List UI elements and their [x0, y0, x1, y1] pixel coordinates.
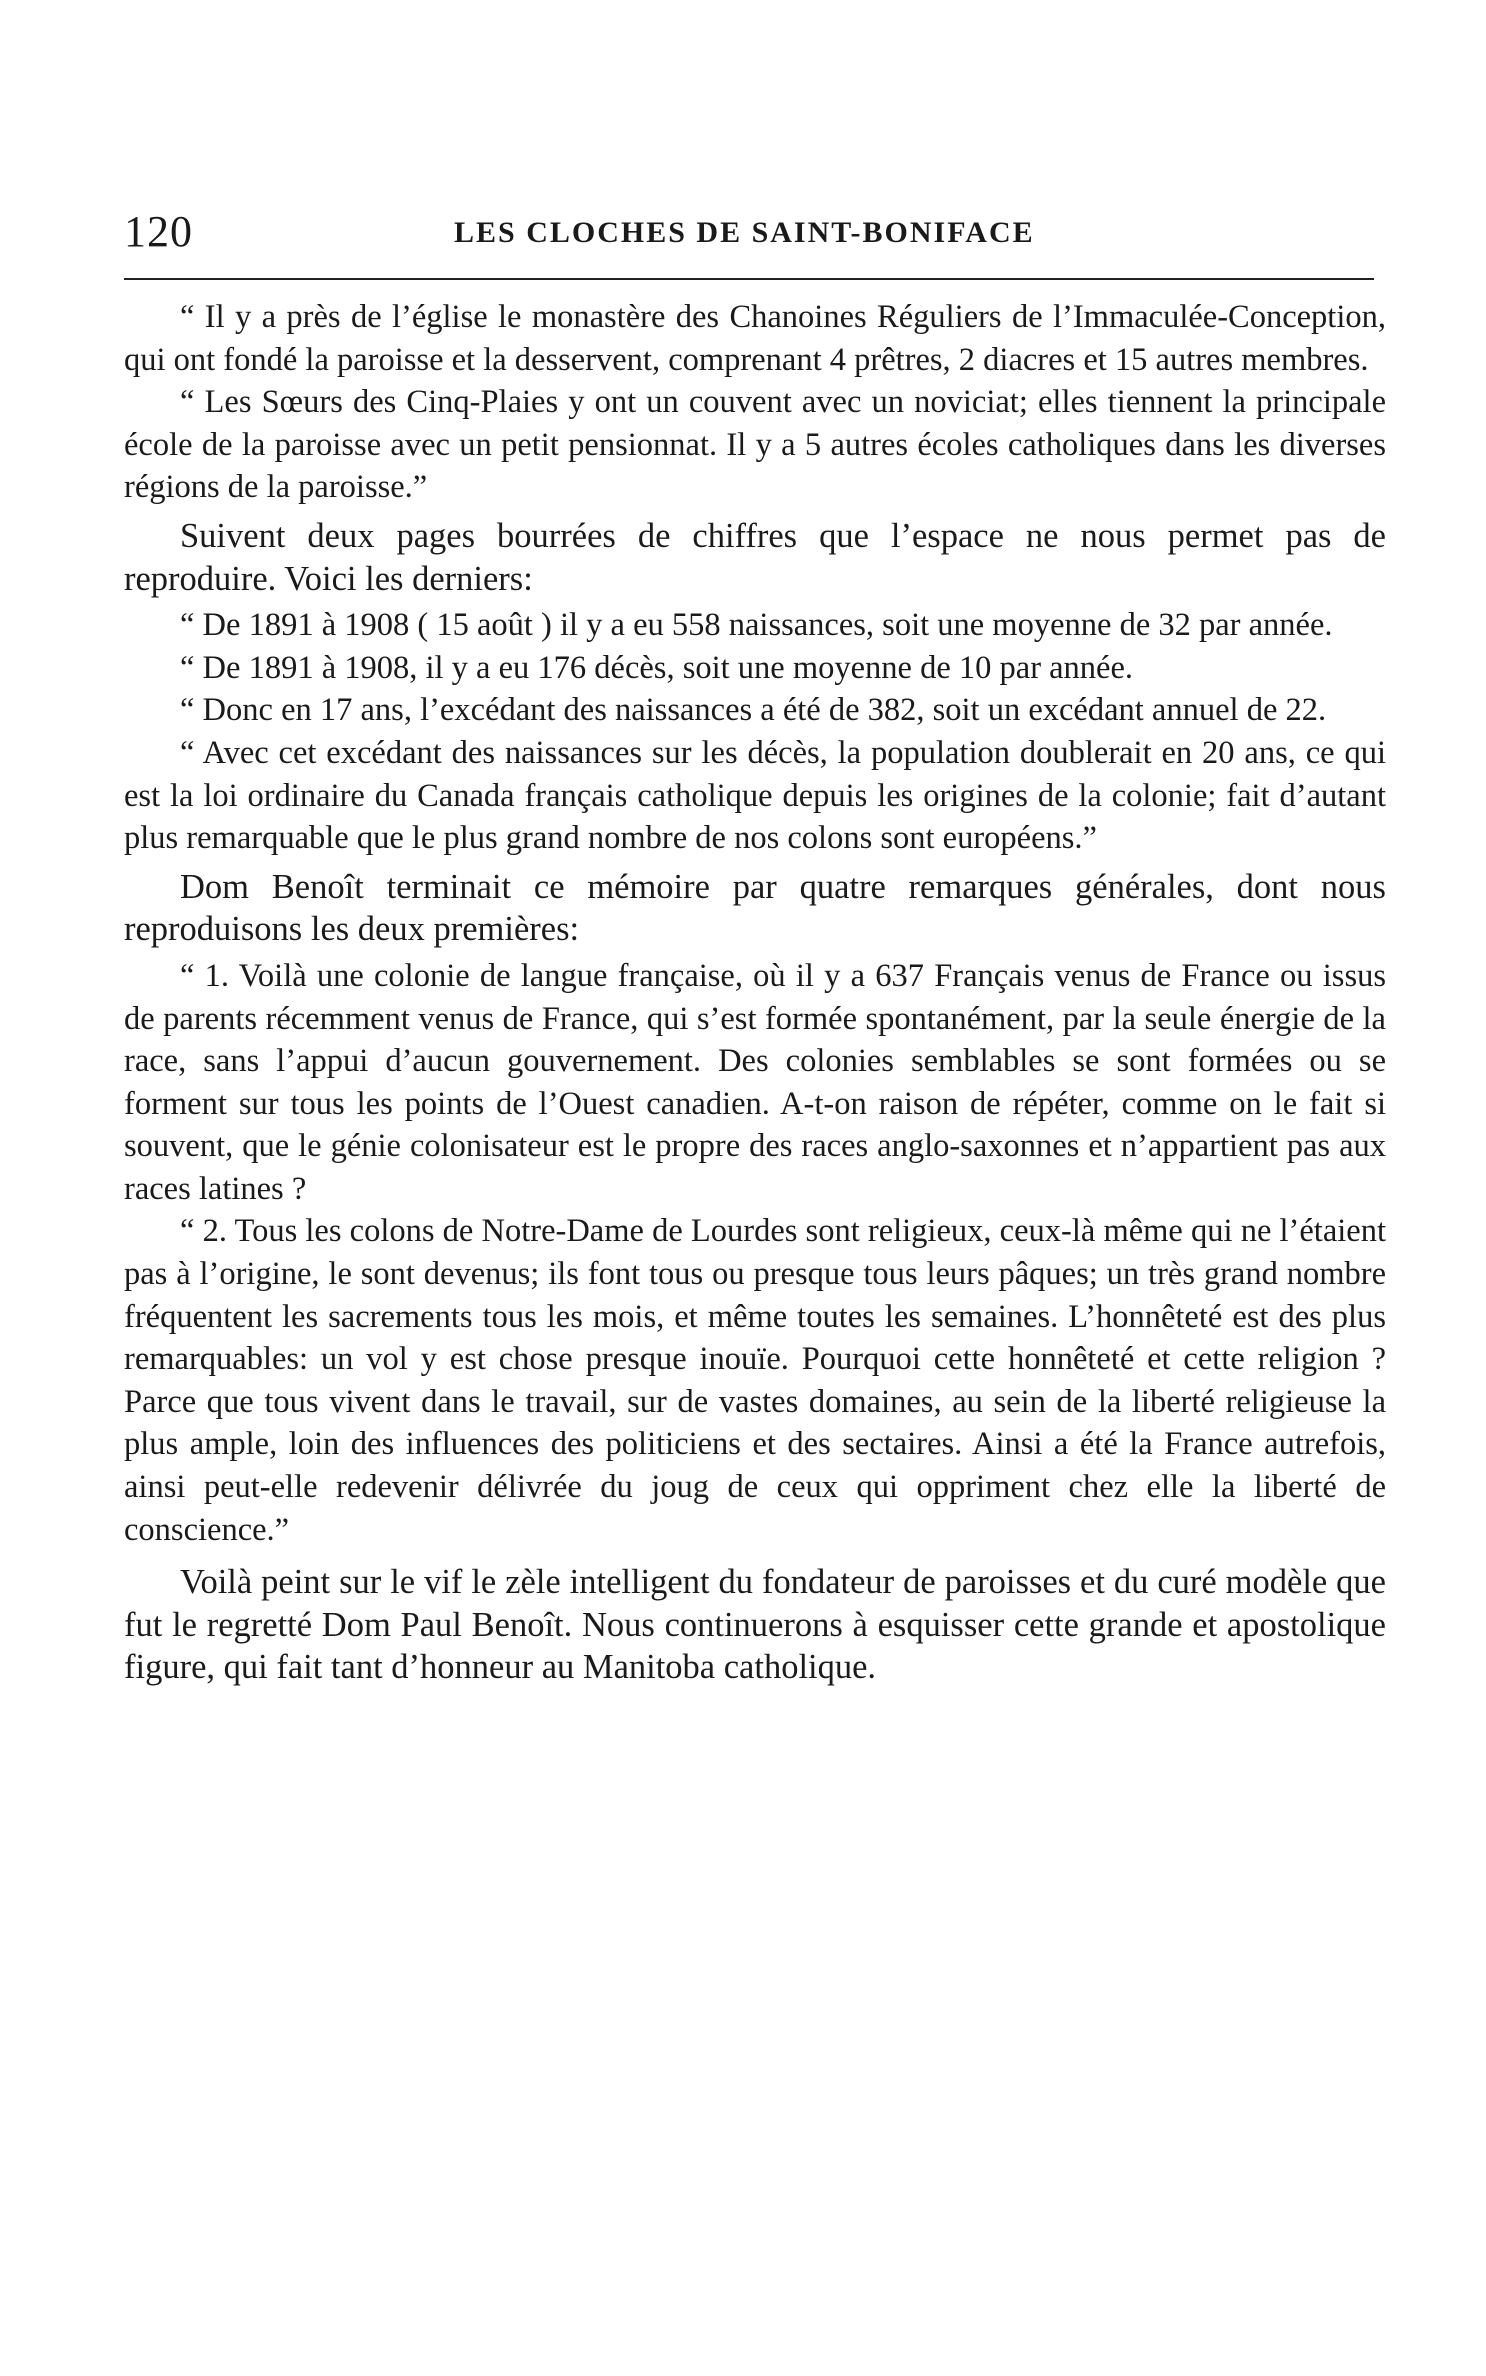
paragraph-excess: “ Donc en 17 ans, l’excédant des naissances a été de 382, soit un excédant annuel de 22. — [180, 692, 1327, 729]
paragraph-figures-intro: Suivent deux pages bourrées de chiffres que l’espace ne nous permet pas de reproduire. Voici les derniers: — [124, 516, 1386, 598]
paragraph-remarks-intro: Dom Benoît terminait ce mémoire par quatre remarques générales, dont nous reproduisons les deux premières: — [124, 867, 1386, 949]
header-rule — [124, 278, 1374, 280]
page-number: 120 — [124, 207, 193, 256]
paragraph-sisters: “ Les Sœurs des Cinq-Plaies y ont un couvent avec un noviciat; elles tiennent la principale école de la paroisse avec un petit pensionnat. Il y a 5 autres écoles catholiques dans les diverses régions de la paroisse.” — [124, 384, 1386, 506]
paragraph-deaths: “ De 1891 à 1908, il y a eu 176 décès, soit une moyenne de 10 par année. — [180, 649, 1134, 686]
paragraph-remark-1: “ 1. Voilà une colonie de langue française, où il y a 637 Français venus de France ou issus de parents récemment venus de France, qui s’est formée spontanément, par la seule énergie de la race, sans l’appui d’aucun gouvernement. Des colonies semblables se sont formées ou se forment sur tous les points de l’Ouest canadien. A-t-on raison de répéter, comme on le fait si souvent, que le génie colonisateur est le propre des races anglo-saxonnes et n’appartient pas aux races latines ? — [124, 957, 1386, 1207]
paragraph-monastery: “ Il y a près de l’église le monastère des Chanoines Réguliers de l’Immaculée-Conception, qui ont fondé la paroisse et la desservent, comprenant 4 prêtres, 2 diacres et 15 autres membres. — [124, 299, 1386, 378]
paragraph-births: “ De 1891 à 1908 ( 15 août ) il y a eu 558 naissances, soit une moyenne de 32 par année. — [180, 607, 1333, 644]
paragraph-remark-2: “ 2. Tous les colons de Notre-Dame de Lourdes sont religieux, ceux-là même qui ne l’étaient pas à l’origine, le sont devenus; ils font tous ou presque tous leurs pâques; un très grand nombre fréquentent les sacrements tous les mois, et même toutes les semaines. L’honnêteté est des plus remarquables: un vol y est chose presque inouïe. Pourquoi cette honnêteté et cette religion ? Parce que tous vivent dans le travail, sur de vastes domaines, au sein de la liberté religieuse la plus ample, loin des influences des politiciens et des sectaires. Ainsi a été la France autrefois, ainsi peut-elle redevenir délivrée du joug de ceux qui oppriment chez elle la liberté de conscience.” — [124, 1213, 1386, 1548]
paragraph-closing: Voilà peint sur le vif le zèle intelligent du fondateur de paroisses et du curé modèle que fut le regretté Dom Paul Benoît. Nous continuerons à esquisser cette grande et apostolique figure, qui fait tant d’honneur au Manitoba catholique. — [124, 1563, 1386, 1687]
running-title: LES CLOCHES DE SAINT-BONIFACE — [454, 216, 1035, 249]
paragraph-population: “ Avec cet excédant des naissances sur les décès, la population doublerait en 20 ans, ce qui est la loi ordinaire du Canada français catholique depuis les origines de la colonie; fait d’autant plus remarquable que le plus grand nombre de nos colons sont européens.” — [124, 734, 1386, 857]
running-head — [124, 206, 1374, 266]
body-text — [124, 296, 1386, 1689]
